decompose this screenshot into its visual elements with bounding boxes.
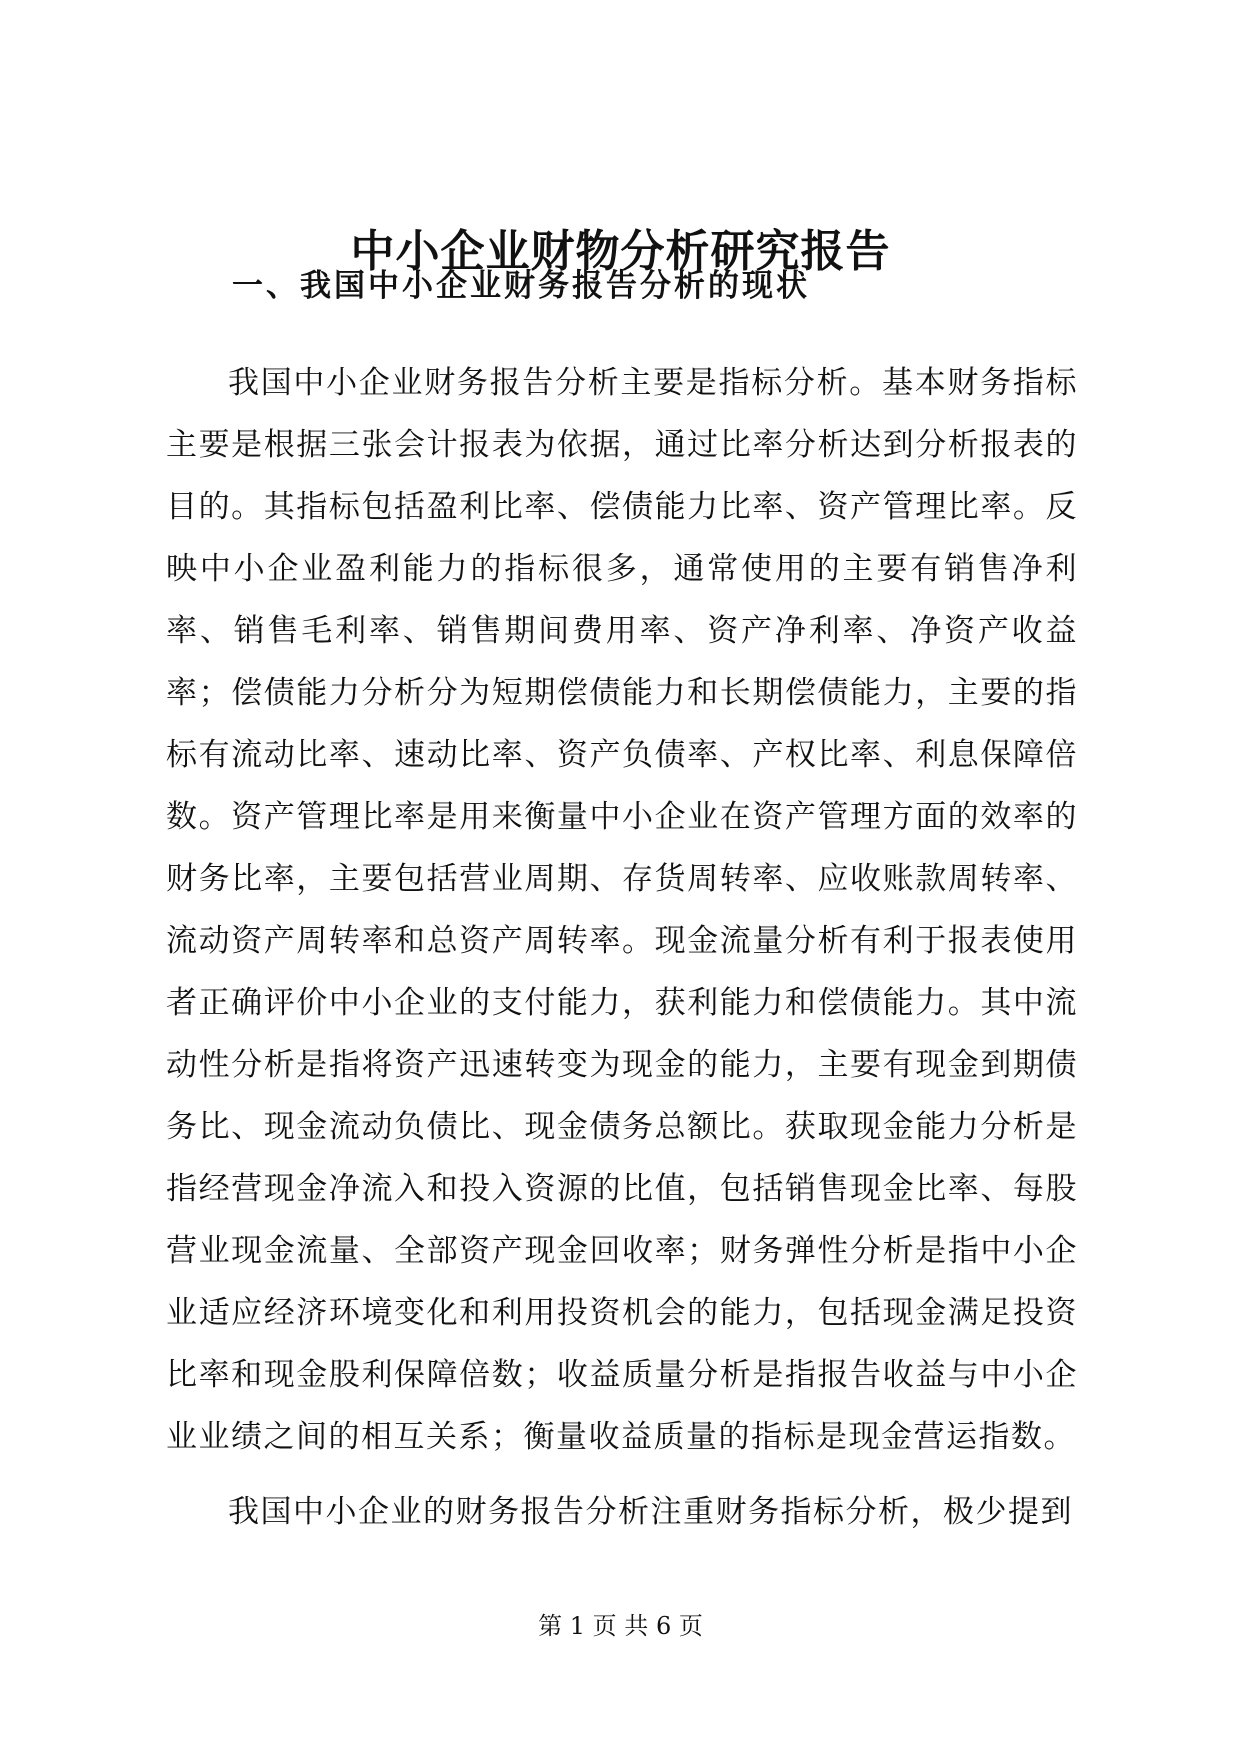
paragraph-2: 我国中小企业的财务报告分析注重财务指标分析，极少提到 [228, 1494, 1073, 1530]
page-number-footer: 第 1 页 共 6 页 [538, 1612, 703, 1640]
document-title: 中小企业财物分析研究报告 [350, 226, 891, 277]
paragraph-1: 我国中小企业财务报告分析主要是指标分析。基本财务指标主要是根据三张会计报表为依据，通过比率分析达到分析报表的目的。其指标包括盈利比率、偿债能力比率、资产管理比率。反映中小企业盈利能力的指标很多，通常使用的主要有销售净利率、销售毛利率、销售期间费用率、资产净利率、净资产收益率；偿债能力分析分为短期偿债能力和长期偿债能力，主要的指标有流动比率、速动比率、资产负债率、产权比率、利息保障倍数。资产管理比率是用来衡量中小企业在资产管理方面的效率的财务比率，主要包括营业周期、存货周转率、应收账款周转率、流动资产周转率和总资产周转率。现金流量分析有利于报表使用者正确评价中小企业的支付能力，获利能力和偿债能力。其中流动性分析是指将资产迅速转变为现金的能力，主要有现金到期债务比、现金流动负债比、现金债务总额比。获取现金能力分析是指经营现金净流入和投入资源的比值，包括销售现金比率、每股营业现金流量、全部资产现金回收率；财务弹性分析是指中小企业适应经济环境变化和利用投资机会的能力，包括现金满足投资比率和现金股利保障倍数；收益质量分析是指报告收益与中小企业业绩之间的相互关系；衡量收益质量的指标是现金营运指数。 [166, 365, 1078, 1455]
body-text [166, 352, 1078, 1543]
section-heading: 一、我国中小企业财务报告分析的现状 [232, 268, 810, 304]
